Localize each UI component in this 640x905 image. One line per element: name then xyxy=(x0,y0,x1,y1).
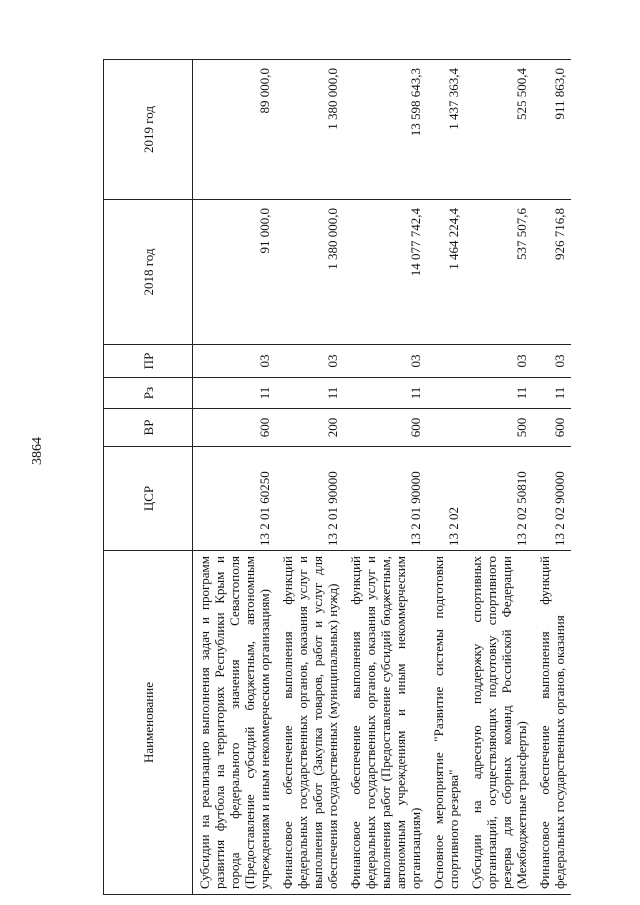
row-csr: 13 2 02 xyxy=(427,447,465,551)
table-row xyxy=(465,60,533,895)
row-pr: 03 xyxy=(344,345,427,378)
row-rz xyxy=(427,378,465,409)
row-csr: 13 2 02 90000 xyxy=(533,447,571,551)
row-vr: 600 xyxy=(193,409,277,447)
row-pr: 03 xyxy=(533,345,571,378)
row-pr xyxy=(427,345,465,378)
table-row xyxy=(427,60,465,895)
budget-table-rotated xyxy=(103,60,640,895)
header-pr: ПР xyxy=(104,345,193,378)
table-header-row xyxy=(104,60,193,895)
row-vr: 600 xyxy=(533,409,571,447)
header-csr: ЦСР xyxy=(104,447,193,551)
row-pr: 03 xyxy=(193,345,277,378)
header-vr: ВР xyxy=(104,409,193,447)
row-pr: 03 xyxy=(276,345,344,378)
header-2018: 2018 год xyxy=(104,200,193,345)
row-2019: 13 598 643,3 xyxy=(344,60,427,200)
row-name: Субсидии на реализацию выполнения задач и программ развития футбола на территориях Республики Крым и города федерального значения Севастополя (Предоставление субсидий бюджетным, автономным учреждениям и иным некоммерческим организациям) xyxy=(193,551,277,895)
row-vr: 500 xyxy=(465,409,533,447)
table-row xyxy=(344,60,427,895)
table-row xyxy=(276,60,344,895)
row-csr: 13 2 01 90000 xyxy=(276,447,344,551)
row-vr xyxy=(427,409,465,447)
row-2019: 911 863,0 xyxy=(533,60,571,200)
row-2018: 1 464 224,4 xyxy=(427,200,465,345)
row-rz: 11 xyxy=(276,378,344,409)
row-2018: 91 000,0 xyxy=(193,200,277,345)
row-csr: 13 2 01 90000 xyxy=(344,447,427,551)
row-vr: 200 xyxy=(276,409,344,447)
row-name: Финансовое обеспечение выполнения функций федеральных государственных органов, оказания услуг и выполнения работ (Закупка товаров, работ и услуг для обеспечения государственных (муниципальных) нужд) xyxy=(276,551,344,895)
row-name: Основное мероприятие "Развитие системы подготовки спортивного резерва" xyxy=(427,551,465,895)
row-2018: 926 716,8 xyxy=(533,200,571,345)
row-rz: 11 xyxy=(193,378,277,409)
header-rz: Рз xyxy=(104,378,193,409)
row-csr: 13 2 01 60250 xyxy=(193,447,277,551)
row-vr: 600 xyxy=(344,409,427,447)
header-name: Наименование xyxy=(104,551,193,895)
page-number: 3864 xyxy=(30,437,45,465)
row-name: Финансовое обеспечение выполнения функций федеральных государственных органов, оказания xyxy=(533,551,571,895)
header-2019: 2019 год xyxy=(104,60,193,200)
row-name: Финансовое обеспечение выполнения функций федеральных государственных органов, оказания услуг и выполнения работ (Предоставление субсидий бюджетным, автономным учреждениям и иным некоммерческим организациям) xyxy=(344,551,427,895)
row-2019: 1 380 000,0 xyxy=(276,60,344,200)
budget-table xyxy=(103,59,571,895)
row-2019: 525 500,4 xyxy=(465,60,533,200)
row-2019: 1 437 363,4 xyxy=(427,60,465,200)
row-2019: 89 000,0 xyxy=(193,60,277,200)
row-rz: 11 xyxy=(344,378,427,409)
table-row xyxy=(193,60,277,895)
row-rz: 11 xyxy=(465,378,533,409)
row-rz: 11 xyxy=(533,378,571,409)
row-2018: 14 077 742,4 xyxy=(344,200,427,345)
table-row xyxy=(533,60,571,895)
row-pr: 03 xyxy=(465,345,533,378)
row-2018: 1 380 000,0 xyxy=(276,200,344,345)
row-name: Субсидии на адресную поддержку спортивных организаций, осуществляющих подготовку спортивного резерва для сборных команд Российской Федерации (Межбюджетные трансферты) xyxy=(465,551,533,895)
row-csr: 13 2 02 50810 xyxy=(465,447,533,551)
row-2018: 537 507,6 xyxy=(465,200,533,345)
